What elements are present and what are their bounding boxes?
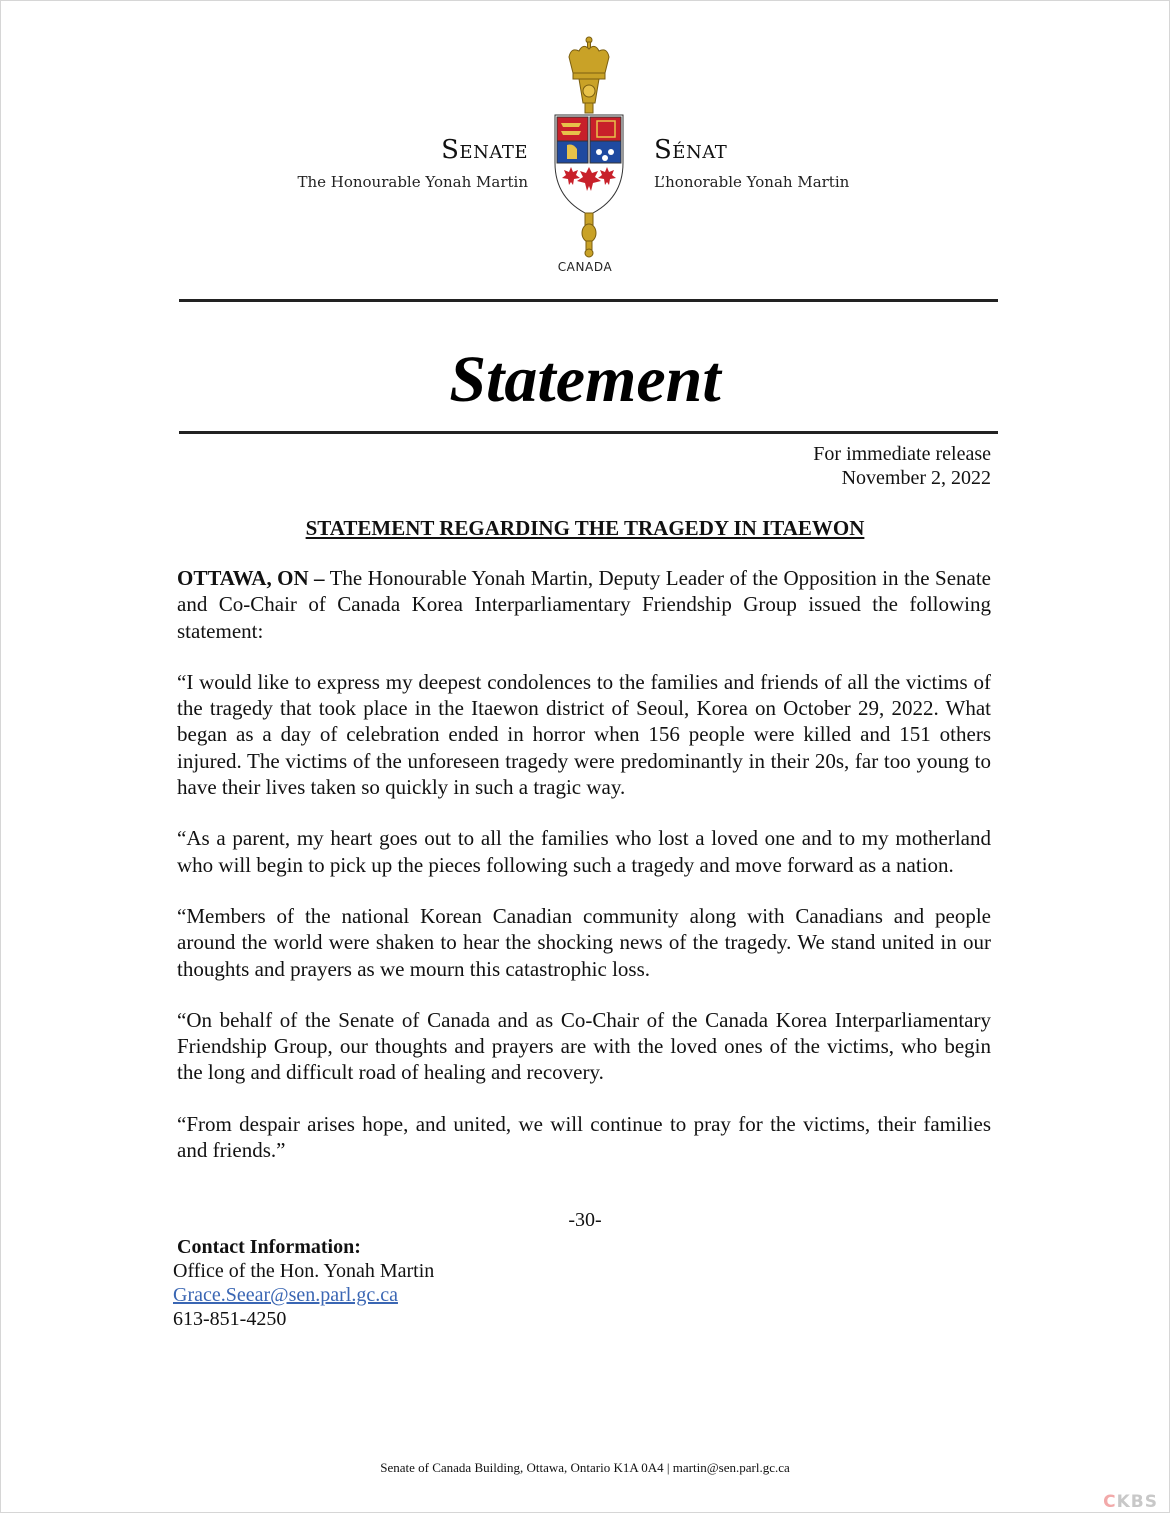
watermark-rest: KBS bbox=[1116, 1492, 1158, 1512]
release-line: For immediate release bbox=[813, 443, 991, 465]
document-title: Statement bbox=[449, 343, 721, 416]
release-date: November 2, 2022 bbox=[841, 467, 991, 489]
country-label: CANADA bbox=[557, 260, 613, 274]
senate-mace-emblem bbox=[549, 33, 629, 258]
paragraph-3: “Members of the national Korean Canadian community along with Canadians and people around the world were shaken to hear the shocking news of the tragedy. We stand united in our thoughts and prayers as we mourn this catastrophic loss. bbox=[177, 903, 991, 981]
footer-address: Senate of Canada Building, Ottawa, Ontario K1A 0A4 | martin@sen.parl.gc.ca bbox=[380, 1460, 790, 1475]
watermark bbox=[1103, 1492, 1158, 1512]
watermark-c: C bbox=[1103, 1492, 1117, 1512]
contact-office: Office of the Hon. Yonah Martin bbox=[173, 1260, 435, 1282]
contact-phone: 613-851-4250 bbox=[173, 1308, 287, 1330]
release-info bbox=[813, 442, 991, 490]
end-mark: -30- bbox=[568, 1209, 602, 1231]
senate-heading-fr bbox=[654, 134, 849, 194]
intro-text: The Honourable Yonah Martin, Deputy Leader of the Opposition in the Senate and Co-Chair of Canada Korea Interparliamentary Friendship Group issued the following statement: bbox=[177, 566, 991, 643]
contact-email-link[interactable]: Grace.Seear@sen.parl.gc.ca bbox=[173, 1284, 398, 1306]
statement-body bbox=[177, 565, 991, 1188]
top-rule bbox=[179, 299, 998, 302]
statement-heading: STATEMENT REGARDING THE TRAGEDY IN ITAEWON bbox=[305, 516, 865, 540]
senator-name-fr: L’honorable Yonah Martin bbox=[654, 173, 850, 191]
paragraph-1: “I would like to express my deepest condolences to the families and friends of all the victims of the tragedy that took place in the Itaewon district of Seoul, Korea on October 29, 2022. What began as a day of celebration ended in horror when 156 people were killed and 151 others injured. The victims of the unforeseen tragedy were predominantly in their 20s, far too young to have their lives taken so quickly in such a tragic way. bbox=[177, 669, 991, 800]
chamber-name-en: Senate bbox=[441, 135, 528, 165]
chamber-name-fr: Sénat bbox=[654, 135, 728, 165]
title-rule bbox=[179, 431, 998, 434]
contact-label: Contact Information: bbox=[177, 1236, 361, 1258]
paragraph-5: “From despair arises hope, and united, we will continue to pray for the victims, their families and friends.” bbox=[177, 1111, 991, 1163]
senator-name-en: The Honourable Yonah Martin bbox=[297, 173, 528, 191]
contact-block bbox=[173, 1235, 434, 1331]
senate-heading-en bbox=[297, 134, 528, 194]
intro-paragraph bbox=[177, 565, 991, 644]
paragraph-2: “As a parent, my heart goes out to all the families who lost a loved one and to my motherland who will begin to pick up the pieces following such a tragedy and move forward as a nation. bbox=[177, 826, 991, 877]
dateline: OTTAWA, ON – bbox=[177, 566, 325, 590]
paragraph-4: “On behalf of the Senate of Canada and as Co-Chair of the Canada Korea Interparliamentary Friendship Group, our thoughts and prayers are with the loved ones of the victims, who begin the long and difficult road of healing and recovery. bbox=[177, 1007, 991, 1085]
